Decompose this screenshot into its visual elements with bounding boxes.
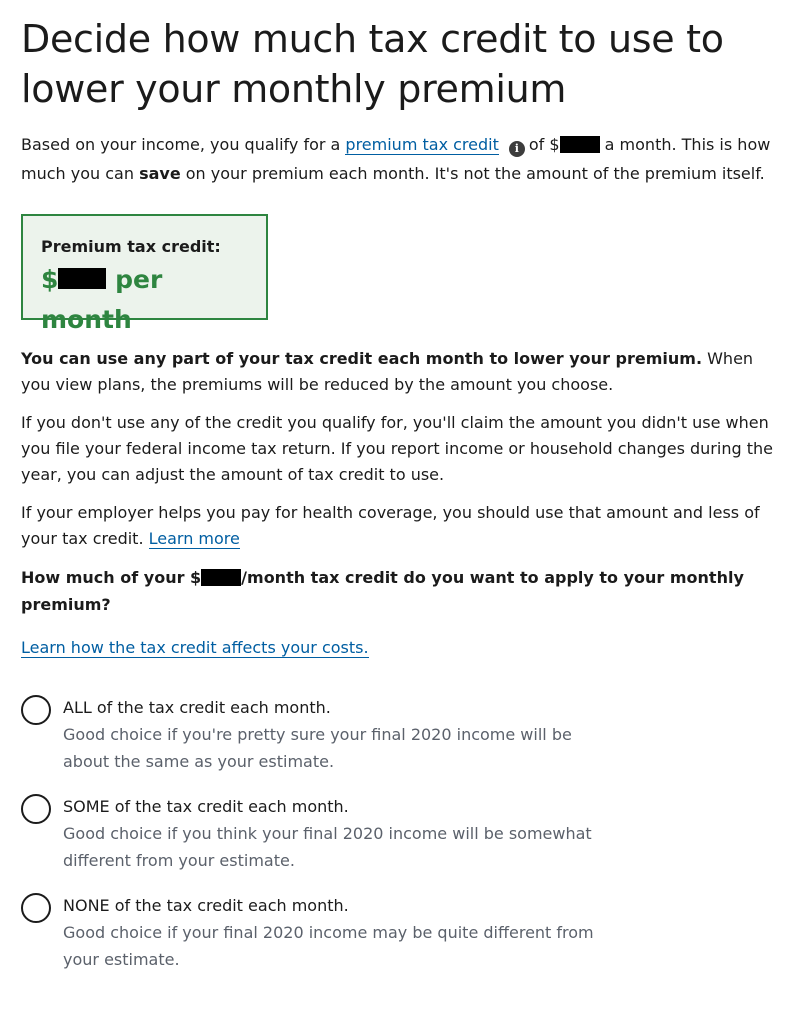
intro-text-before: Based on your income, you qualify for a xyxy=(21,135,346,154)
intro-paragraph xyxy=(21,130,774,188)
option-some-title: SOME of the tax credit each month. xyxy=(63,797,349,816)
option-all-desc: Good choice if you're pretty sure your final 2020 income will be about the same as your estimate. xyxy=(63,725,572,771)
page-title xyxy=(21,14,774,114)
usage-lead-rest: When you view plans, the premiums will be reduced by the amount you choose. xyxy=(21,349,754,394)
option-all[interactable] xyxy=(21,694,774,775)
credit-per-month: per month xyxy=(41,265,163,334)
option-some[interactable] xyxy=(21,793,774,874)
usage-paragraph xyxy=(21,346,774,398)
info-icon[interactable]: i xyxy=(509,141,525,157)
credit-label: Premium tax credit: xyxy=(41,237,221,256)
option-some-desc: Good choice if you think your final 2020 income will be somewhat different from your estimate. xyxy=(63,824,592,870)
question-post: /month tax credit do you want to apply to your monthly premium? xyxy=(21,568,744,614)
radio-some[interactable] xyxy=(21,794,51,824)
redacted-credit-amount xyxy=(58,268,106,289)
option-none[interactable] xyxy=(21,892,774,973)
learn-more-link[interactable]: Learn more xyxy=(148,529,240,548)
radio-none[interactable] xyxy=(21,893,51,923)
question-pre: How much of your $ xyxy=(21,568,202,587)
premium-tax-credit-link[interactable]: premium tax credit xyxy=(345,135,499,154)
credit-options xyxy=(21,694,774,973)
redacted-amount xyxy=(560,136,600,153)
learn-costs-paragraph xyxy=(21,634,774,662)
page-title-line1: Decide how much tax credit to use to xyxy=(21,17,724,61)
premium-tax-credit-box xyxy=(21,214,268,334)
option-all-text xyxy=(63,694,623,775)
claim-paragraph: If you don't use any of the credit you qualify for, you'll claim the amount you didn't use when you file your federal income tax return. If you report income or household changes during the year, you can adjust the amount of tax credit to use. xyxy=(21,413,773,484)
intro-text-of: of $ xyxy=(528,135,560,154)
intro-text-end: on your premium each month. It's not the amount of the premium itself. xyxy=(180,164,765,183)
redacted-question-amount xyxy=(201,569,241,586)
usage-lead-bold: You can use any part of your tax credit each month to lower your premium. xyxy=(21,349,703,368)
option-none-desc: Good choice if your final 2020 income may be quite different from your estimate. xyxy=(63,923,594,969)
radio-all[interactable] xyxy=(21,695,51,725)
learn-costs-link[interactable]: Learn how the tax credit affects your costs. xyxy=(21,638,369,657)
employer-text: If your employer helps you pay for health coverage, you should use that amount and less of your tax credit. xyxy=(21,503,760,548)
credit-amount xyxy=(41,260,248,340)
option-all-title: ALL of the tax credit each month. xyxy=(63,698,331,717)
page-title-line2: lower your monthly premium xyxy=(21,67,567,111)
option-none-text xyxy=(63,892,623,973)
credit-currency: $ xyxy=(41,265,59,294)
employer-paragraph xyxy=(21,500,774,552)
option-some-text xyxy=(63,793,623,874)
intro-text-after: a month. This is how much you can xyxy=(21,135,771,183)
option-none-title: NONE of the tax credit each month. xyxy=(63,896,349,915)
intro-save-bold: save xyxy=(139,164,181,183)
apply-question xyxy=(21,564,774,618)
